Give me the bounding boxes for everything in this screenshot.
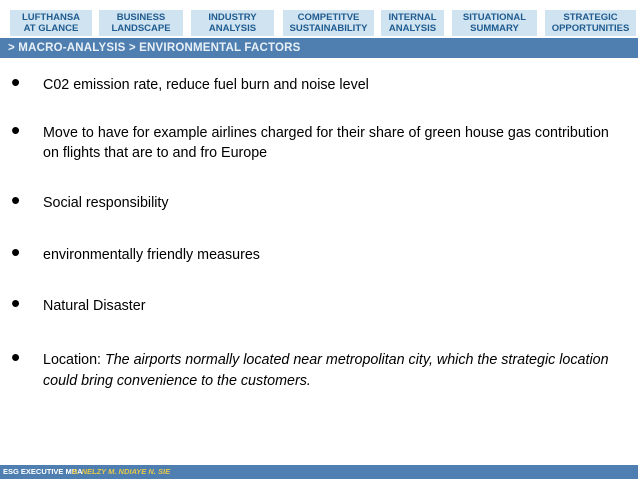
tab-competitive-sustainability[interactable]: [283, 10, 374, 36]
bullet-glyph: •: [11, 237, 21, 267]
tab-label-line1: INTERNAL: [388, 12, 437, 23]
footer-program: ESG EXECUTIVE MBA: [3, 467, 83, 476]
bullet-text: Natural Disaster: [43, 298, 146, 314]
tab-lufthansa-at-glance[interactable]: [10, 10, 92, 36]
bullet-text: C02 emission rate, reduce fuel burn and noise level: [43, 77, 369, 93]
tab-label-line2: OPPORTUNITIES: [551, 23, 630, 34]
tab-label-line2: SUSTAINABILITY: [289, 23, 368, 34]
bullet-text: Move to have for example airlines charged for their share of green house gas contribution on flights that are to and fro Europe: [43, 125, 609, 161]
bullet-glyph: •: [11, 67, 21, 97]
tab-internal-analysis[interactable]: [381, 10, 444, 36]
tab-label-line1: BUSINESS: [116, 12, 166, 23]
bullet-emphasis: The airports normally located near metropolitan city, which the strategic location could bring convenience to the customers.: [43, 352, 609, 389]
tab-strategic-opportunities[interactable]: [545, 10, 636, 36]
breadcrumb-bar: [0, 38, 638, 58]
bullet-glyph: •: [11, 342, 21, 372]
bullet-text: [43, 350, 618, 392]
footer-bar: [0, 465, 638, 479]
tab-label-line1: INDUSTRY: [208, 12, 257, 23]
tab-label-line2: AT GLANCE: [23, 23, 79, 34]
footer-authors: B. NELZY M. NDIAYE N. SIE: [72, 467, 171, 476]
bullet-glyph: •: [11, 115, 21, 145]
bullet-text: environmentally friendly measures: [43, 247, 260, 263]
tab-industry-analysis[interactable]: [191, 10, 274, 36]
tab-label-line2: SUMMARY: [470, 23, 519, 34]
tab-business-landscape[interactable]: [99, 10, 183, 36]
tab-label-line1: COMPETITVE: [297, 12, 360, 23]
tab-label-line1: LUFTHANSA: [21, 12, 81, 23]
tab-label-line2: LANDSCAPE: [111, 23, 171, 34]
tab-situational-summary[interactable]: [452, 10, 537, 36]
bullet-text: Social responsibility: [43, 195, 169, 211]
tab-label-line2: ANALYSIS: [208, 23, 257, 34]
tab-label-line1: SITUATIONAL: [462, 12, 527, 23]
tab-label-line1: STRATEGIC: [563, 12, 618, 23]
tab-label-line2: ANALYSIS: [388, 23, 437, 34]
breadcrumb: > MACRO-ANALYSIS > ENVIRONMENTAL FACTORS: [8, 42, 301, 54]
section-tabs: [0, 10, 638, 36]
bullet-lead: Location:: [43, 352, 105, 368]
bullet-glyph: •: [11, 288, 21, 318]
bullet-glyph: •: [11, 185, 21, 215]
